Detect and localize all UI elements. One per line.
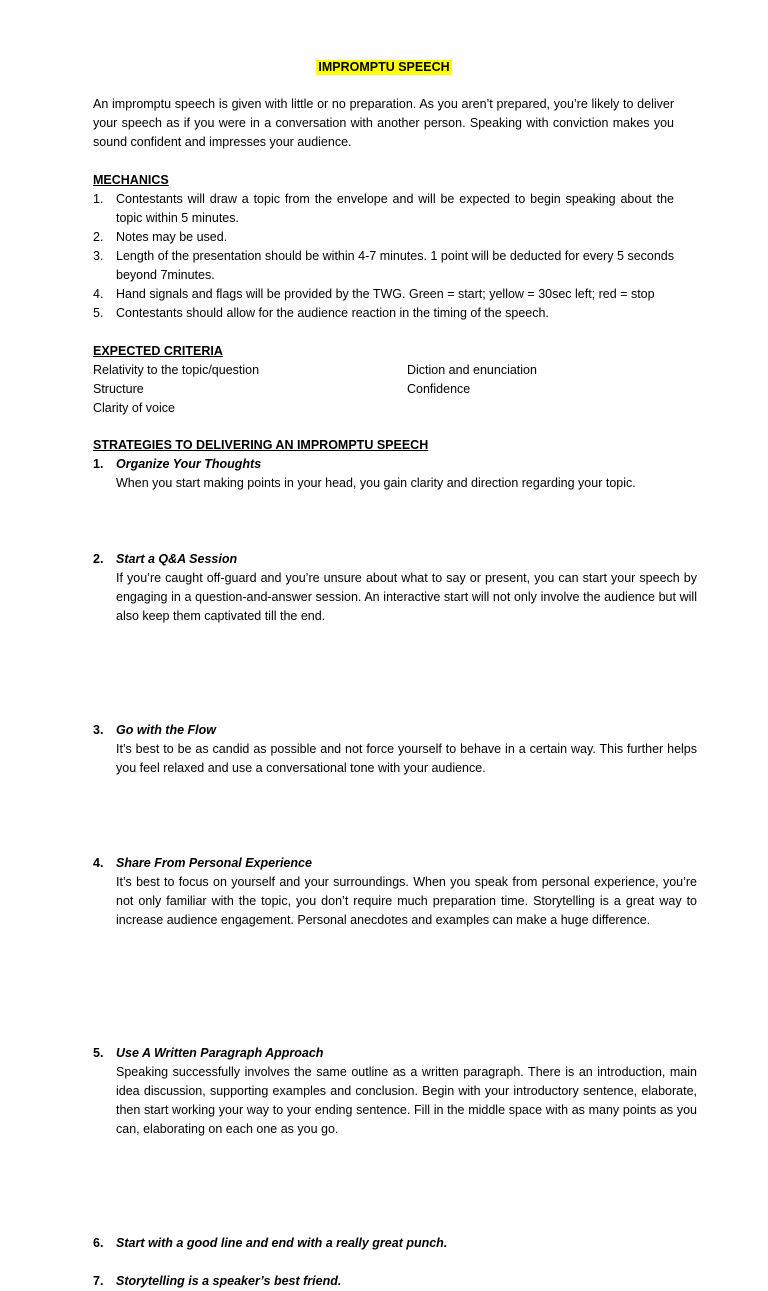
strategy-title: Share From Personal Experience	[116, 856, 312, 870]
strategy-body: When you start making points in your head, you gain clarity and direction regarding your topic.	[116, 476, 636, 490]
criteria-item: Structure	[93, 382, 144, 396]
mechanics-list	[93, 190, 674, 323]
strategy-title: Start with a good line and end with a really great punch.	[116, 1236, 448, 1250]
item-text: Hand signals and flags will be provided by the TWG. Green = start; yellow = 30sec left; red = stop	[116, 287, 655, 301]
strategy-item	[93, 1272, 697, 1291]
strategy-number: 6.	[93, 1236, 104, 1250]
criteria-item: Diction and enunciation	[407, 363, 537, 377]
item-number: 2.	[93, 230, 104, 244]
mechanics-section	[93, 171, 674, 323]
strategy-item	[93, 550, 697, 626]
strategy-title: Organize Your Thoughts	[116, 457, 262, 471]
criteria-item: Clarity of voice	[93, 401, 175, 415]
strategy-body: If you’re caught off-guard and you’re unsure about what to say or present, you can start your speech by engaging in a question-and-answer session. An interactive start will not only involve the audience but will also keep them captivated till the end.	[116, 571, 697, 623]
strategy-body: It’s best to focus on yourself and your surroundings. When you speak from personal experience, you’re not only familiar with the topic, you don’t require much preparation time. Storytelling is a great way to increase audience engagement. Personal anecdotes and examples can make a huge difference.	[116, 875, 697, 927]
criteria-left-column	[93, 361, 393, 418]
strategy-item	[93, 854, 697, 930]
strategy-title: Use A Written Paragraph Approach	[116, 1046, 324, 1060]
item-text: Contestants will draw a topic from the envelope and will be expected to begin speaking about the topic within 5 minutes.	[116, 192, 674, 225]
strategy-title: Go with the Flow	[116, 723, 216, 737]
mechanics-item	[93, 228, 674, 247]
criteria-heading: EXPECTED CRITERIA	[93, 344, 223, 358]
strategy-title: Start a Q&A Session	[116, 552, 238, 566]
intro-paragraph: An impromptu speech is given with little or no preparation. As you aren’t prepared, you’re likely to deliver your speech as if you were in a conversation with another person. Speaking with conviction makes you sound confident and impresses your audience.	[93, 97, 674, 149]
strategy-number: 3.	[93, 723, 104, 737]
strategy-item	[93, 1234, 697, 1253]
strategy-body: It’s best to be as candid as possible and not force yourself to behave in a certain way. This further helps you feel relaxed and use a conversational tone with your audience.	[116, 742, 697, 775]
strategy-title: Storytelling is a speaker’s best friend.	[116, 1274, 342, 1288]
item-text: Notes may be used.	[116, 230, 228, 244]
criteria-right-column	[407, 361, 667, 399]
document-title: IMPROMPTU SPEECH	[318, 60, 450, 74]
item-number: 5.	[93, 306, 104, 320]
item-number: 4.	[93, 287, 104, 301]
strategy-item	[93, 455, 697, 493]
item-number: 1.	[93, 192, 104, 206]
strategy-number: 2.	[93, 552, 104, 566]
criteria-grid	[93, 361, 674, 418]
strategies-heading: STRATEGIES TO DELIVERING AN IMPROMPTU SPEECH	[93, 438, 429, 452]
strategy-number: 4.	[93, 856, 104, 870]
mechanics-item	[93, 304, 674, 323]
item-text: Length of the presentation should be within 4-7 minutes. 1 point will be deducted for every 5 seconds beyond 7minutes.	[116, 249, 674, 282]
strategy-number: 1.	[93, 457, 104, 471]
criteria-item: Confidence	[407, 382, 471, 396]
strategy-number: 7.	[93, 1274, 104, 1288]
strategy-body: Speaking successfully involves the same outline as a written paragraph. There is an introduction, main idea discussion, supporting examples and conclusion. Begin with your introductory sentence, elaborate, then start working your way to your ending sentence. Fill in the middle space with as many points as you can, elaborating on each one as you go.	[116, 1065, 697, 1136]
strategy-item	[93, 721, 697, 778]
strategy-item	[93, 1044, 697, 1139]
mechanics-item	[93, 247, 674, 285]
item-text: Contestants should allow for the audience reaction in the timing of the speech.	[116, 306, 549, 320]
mechanics-item	[93, 285, 674, 304]
item-number: 3.	[93, 249, 104, 263]
title-wrapper	[0, 58, 768, 76]
mechanics-item	[93, 190, 674, 228]
strategy-number: 5.	[93, 1046, 104, 1060]
criteria-item: Relativity to the topic/question	[93, 363, 260, 377]
criteria-section	[93, 342, 674, 418]
mechanics-heading: MECHANICS	[93, 173, 169, 187]
